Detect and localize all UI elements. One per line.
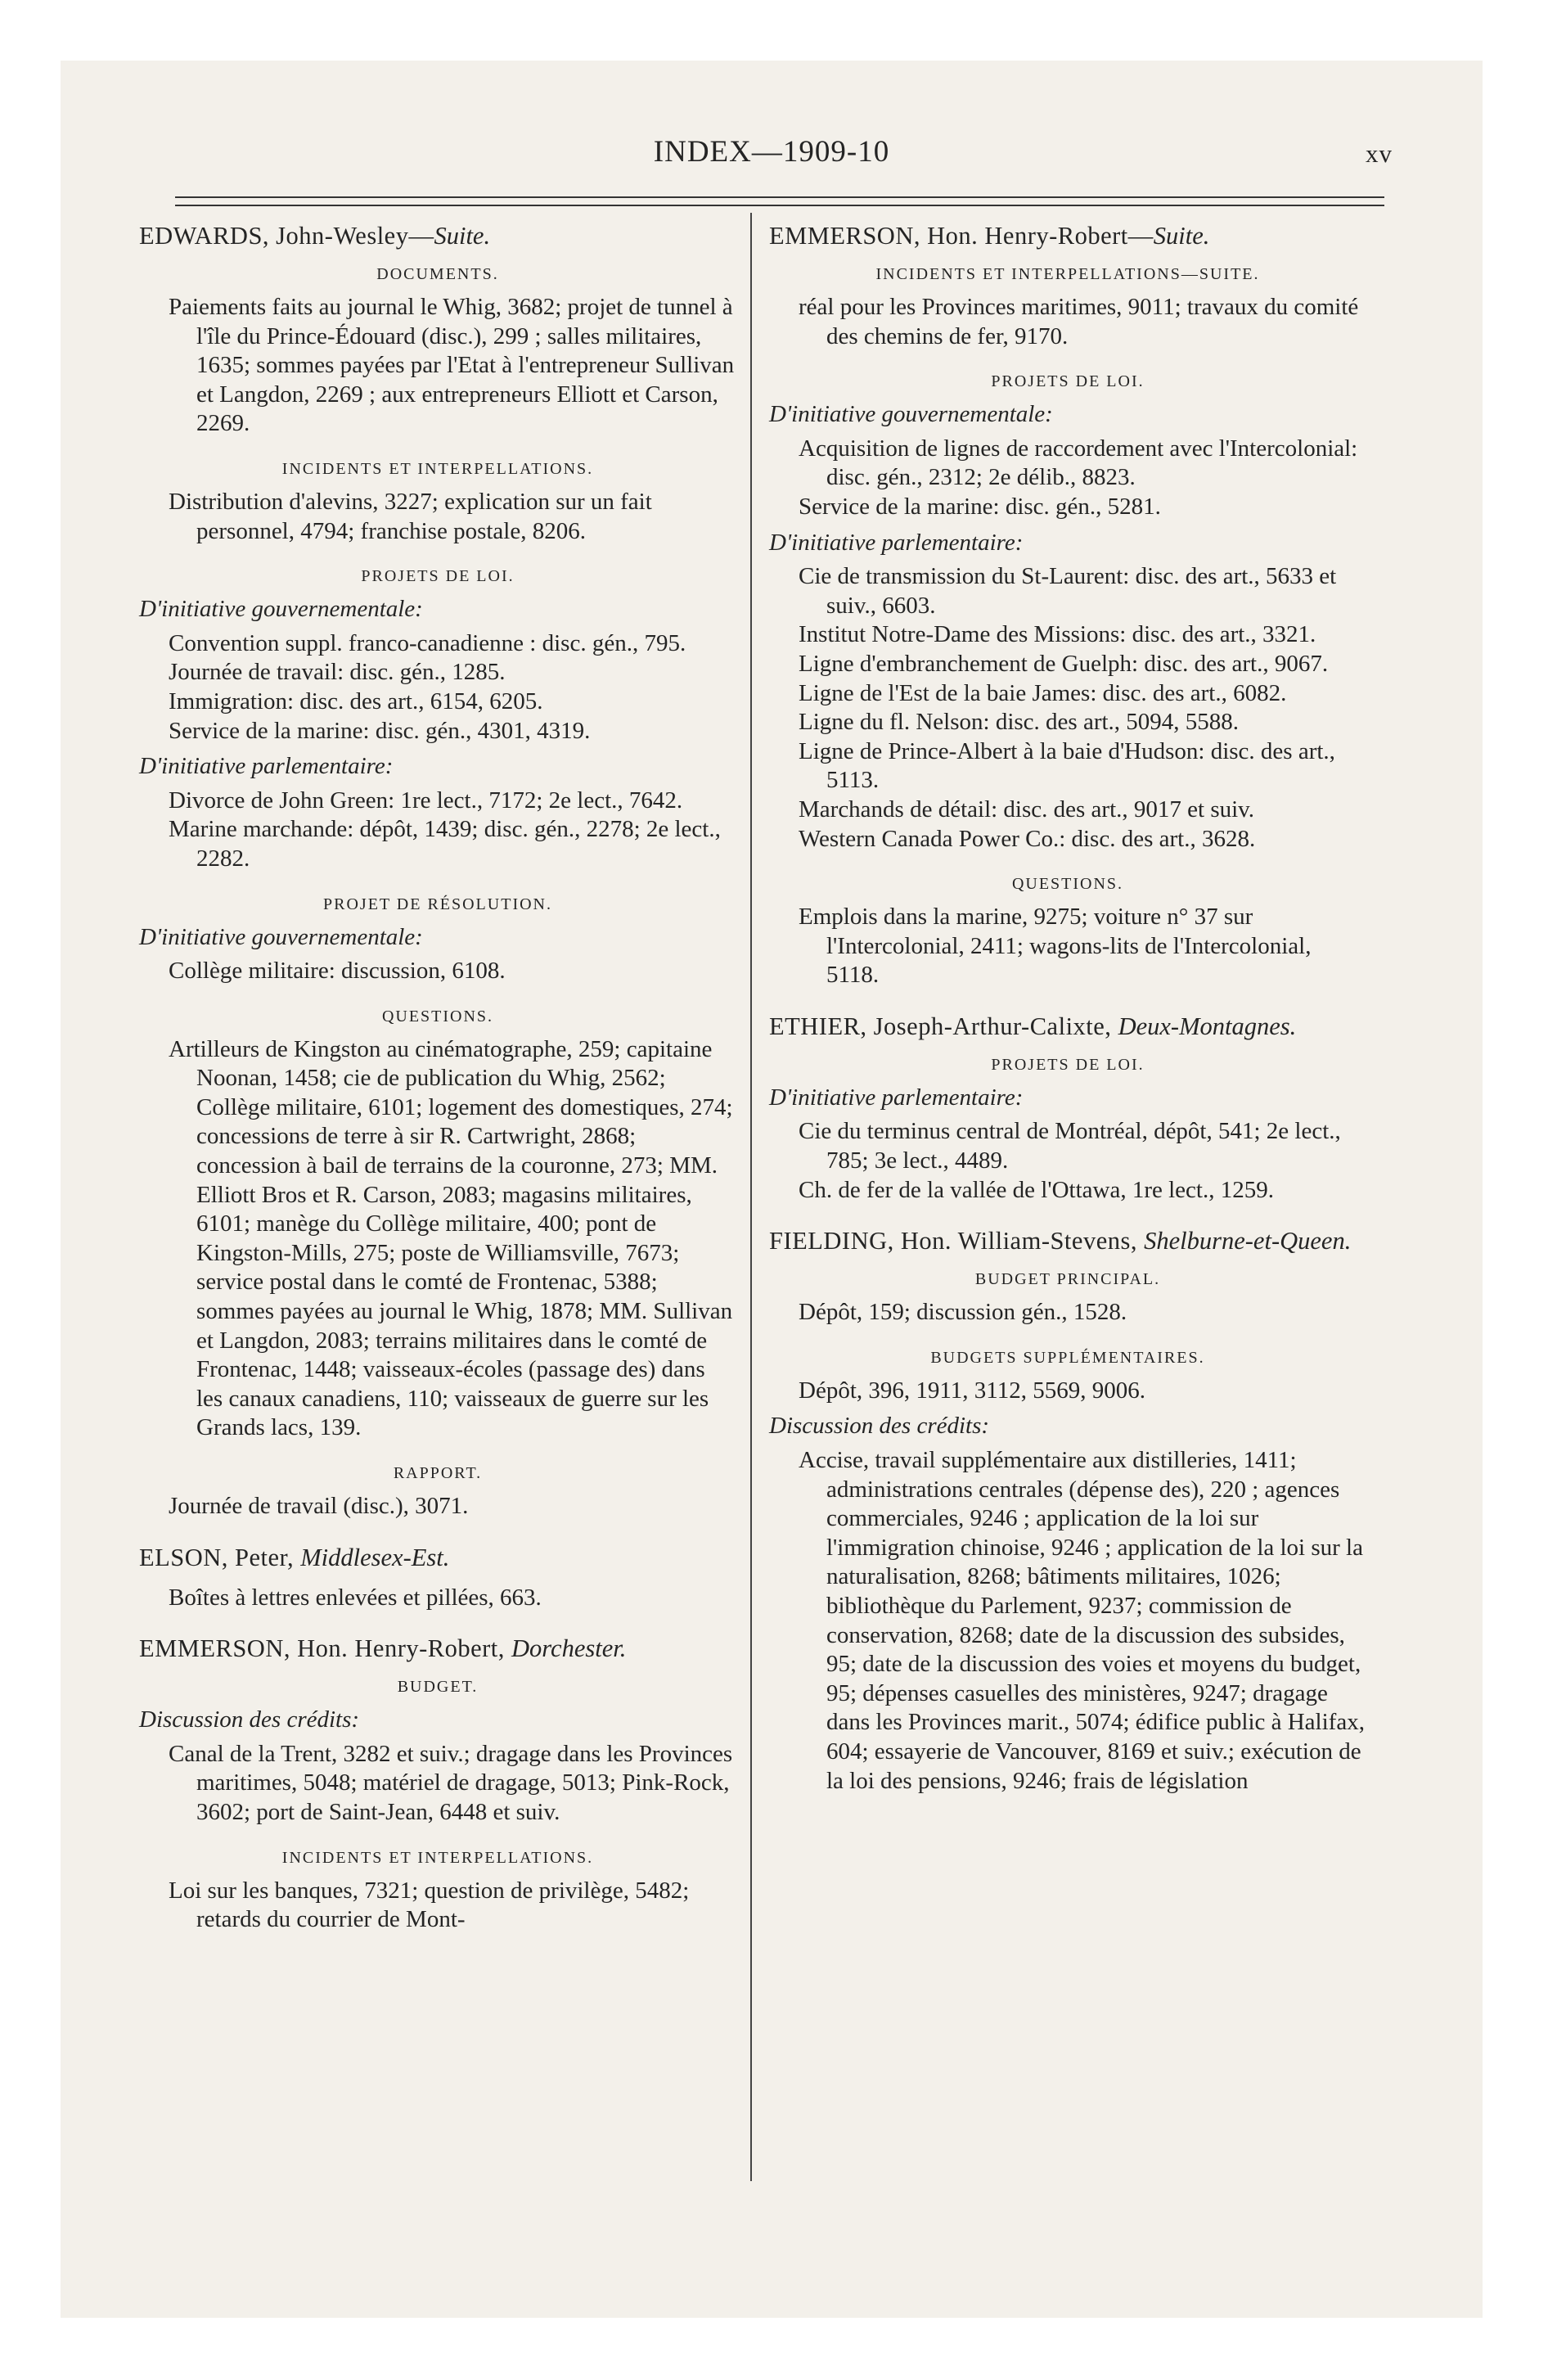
section-questions: QUESTIONS. [1011,875,1124,894]
incidents-text: Loi sur les banques, 7321; question de privilège, 5482; retards du courrier de Mont- [169,1877,690,1933]
left-column [139,221,736,1935]
questions-text: Artilleurs de Kingston au cinématographe, 259; capitaine Noonan, 1458; cie de publication du Whig, 2562; Collège militaire, 6101; logement des domestiques, 274; concessions de terre à sir R. Cartwright, 2868; concession à bail de terrains de la couronne, 273; MM. Elliott Bros et R. Carson, 2083; magasins militaires, 6101; manège du Collège militaire, 400; pont de Kingston-Mills, 275; poste de Williamsville, 7673; service postal dans le comté de Frontenac, 5388; sommes payées au journal le Whig, 1878; MM. Sullivan et Langdon, 2083; terrains militaires dans le comté de Frontenac, 1448; vaisseaux-écoles (passage des) dans les canaux canadiens, 110; vaisseaux de guerre sur les Grands lacs, 139. [169,1035,733,1441]
section-budget-principal: BUDGET PRINCIPAL. [974,1270,1161,1289]
list-item: Ligne de l'Est de la baie James: disc. des art., 6082. [799,679,1287,706]
entry-edwards: EDWARDS, John-Wesley—Suite. [139,222,491,250]
list-item: Marchands de détail: disc. des art., 9017 et suiv. [799,796,1255,823]
incidents-text: Distribution d'alevins, 3227; explication sur un fait personnel, 4794; franchise postale, 8206. [169,488,652,544]
section-projets-de-loi: PROJETS DE LOI. [991,1055,1145,1074]
incidents-text: réal pour les Provinces maritimes, 9011; travaux du comité des chemins de fer, 9170. [799,294,1359,349]
rapport-text: Journée de travail (disc.), 3071. [169,1493,469,1519]
list-item: Service de la marine: disc. gén., 5281. [799,493,1161,520]
subheading-gouvernementale: D'initiative gouvernementale: [139,923,423,950]
list-item: Cie de transmission du St-Laurent: disc. des art., 5633 et suiv., 6603. [799,563,1337,619]
section-projets-de-loi: PROJETS DE LOI. [991,372,1145,391]
section-budgets-supplementaires: BUDGETS SUPPLÉMENTAIRES. [930,1348,1205,1367]
documents-text: Paiements faits au journal le Whig, 3682; projet de tunnel à l'île du Prince-Édouard (disc.), 299 ; salles militaires, 1635; sommes payées par l'Etat à l'entrepreneur Sullivan et Langdon, 2269 ; aux entrepreneurs Elliott et Carson, 2269. [169,294,735,437]
entry-elson: ELSON, Peter, Middlesex-Est. [139,1543,450,1571]
index-page [61,61,1483,2318]
list-item: Divorce de John Green: 1re lect., 7172; 2e lect., 7642. [169,787,683,814]
credits-text: Accise, travail supplémentaire aux distilleries, 1411; administrations centrales (dépense des), 220 ; agences commerciales, 9246 ; application de la loi sur l'immigration chinoise, 9246 ; application de la loi sur la naturalisation, 8268; bâtiments militaires, 1026; bibliothèque du Parlement, 9237; commission de conservation, 8268; date de la discussion des subsides, 95; date de la discussion des voies et moyens du budget, 95; dépenses casuelles des ministères, 9247; dragage dans les Provinces marit., 5074; édifice public à Halifax, 604; essayerie de Vancouver, 8169 et suiv.; exécution de la loi des pensions, 9246; frais de législation [799,1447,1365,1794]
section-incidents: INCIDENTS ET INTERPELLATIONS. [281,1848,594,1867]
list-item: Acquisition de lignes de raccordement avec l'Intercolonial: disc. gén., 2312; 2e délib., 8823. [799,435,1358,491]
entry-fielding: FIELDING, Hon. William-Stevens, Shelburne-et-Queen. [769,1227,1352,1255]
list-item: Service de la marine: disc. gén., 4301, 4319. [169,717,591,744]
list-item: Institut Notre-Dame des Missions: disc. des art., 3321. [799,621,1316,648]
section-incidents: INCIDENTS ET INTERPELLATIONS. [281,459,594,478]
section-projets-de-loi: PROJETS DE LOI. [361,567,515,586]
list-item: Ligne de Prince-Albert à la baie d'Hudson: disc. des art., 5113. [799,737,1335,794]
list-item: Marine marchande: dépôt, 1439; disc. gén., 2278; 2e lect., 2282. [169,816,721,872]
running-title: INDEX—1909-10 [653,135,890,169]
list-item: Journée de travail: disc. gén., 1285. [169,659,506,686]
subheading-parlementaire: D'initiative parlementaire: [769,1084,1024,1111]
right-column [769,221,1366,1796]
budgets-supplementaires-text: Dépôt, 396, 1911, 3112, 5569, 9006. [799,1377,1145,1404]
subheading-gouvernementale: D'initiative gouvernementale: [139,596,423,623]
subheading-discussion-credits: Discussion des crédits: [769,1413,990,1440]
section-questions: QUESTIONS. [381,1007,494,1025]
page-number: xv [1366,139,1393,168]
subheading-gouvernementale: D'initiative gouvernementale: [769,401,1053,428]
list-item: Convention suppl. franco-canadienne : disc. gén., 795. [169,629,686,656]
elson-text: Boîtes à lettres enlevées et pillées, 663. [169,1584,542,1611]
section-documents: DOCUMENTS. [376,265,499,283]
list-item: Ch. de fer de la vallée de l'Ottawa, 1re lect., 1259. [799,1176,1274,1203]
subheading-discussion-credits: Discussion des crédits: [139,1706,360,1733]
list-item: Western Canada Power Co.: disc. des art., 3628. [799,825,1256,852]
list-item: Ligne du fl. Nelson: disc. des art., 5094, 5588. [799,709,1240,736]
section-projet-de-resolution: PROJET DE RÉSOLUTION. [323,895,552,913]
section-rapport: RAPPORT. [393,1464,483,1482]
budget-text: Canal de la Trent, 3282 et suiv.; dragage dans les Provinces maritimes, 5048; matériel de dragage, 5013; Pink-Rock, 3602; port de Saint-Jean, 6448 et suiv. [169,1740,733,1825]
list-item: Ligne d'embranchement de Guelph: disc. des art., 9067. [799,650,1329,677]
section-incidents-suite: INCIDENTS ET INTERPELLATIONS—SUITE. [875,265,1260,283]
list-item: Collège militaire: discussion, 6108. [169,958,506,985]
questions-text: Emplois dans la marine, 9275; voiture n° 37 sur l'Intercolonial, 2411; wagons-lits de l'Intercolonial, 5118. [799,904,1312,989]
subheading-parlementaire: D'initiative parlementaire: [769,529,1024,556]
header-rule-second [175,205,1384,206]
section-budget: BUDGET. [397,1678,479,1697]
entry-emmerson-suite: EMMERSON, Hon. Henry-Robert—Suite. [769,222,1210,250]
budget-principal-text: Dépôt, 159; discussion gén., 1528. [799,1299,1127,1326]
page-header [61,134,1483,175]
entry-emmerson: EMMERSON, Hon. Henry-Robert, Dorchester. [139,1634,627,1663]
entry-ethier: ETHIER, Joseph-Arthur-Calixte, Deux-Montagnes. [769,1012,1297,1040]
subheading-parlementaire: D'initiative parlementaire: [139,753,394,780]
list-item: Immigration: disc. des art., 6154, 6205. [169,687,543,714]
column-divider [750,213,752,2181]
list-item: Cie du terminus central de Montréal, dépôt, 541; 2e lect., 785; 3e lect., 4489. [799,1118,1341,1174]
header-rule [175,196,1384,198]
